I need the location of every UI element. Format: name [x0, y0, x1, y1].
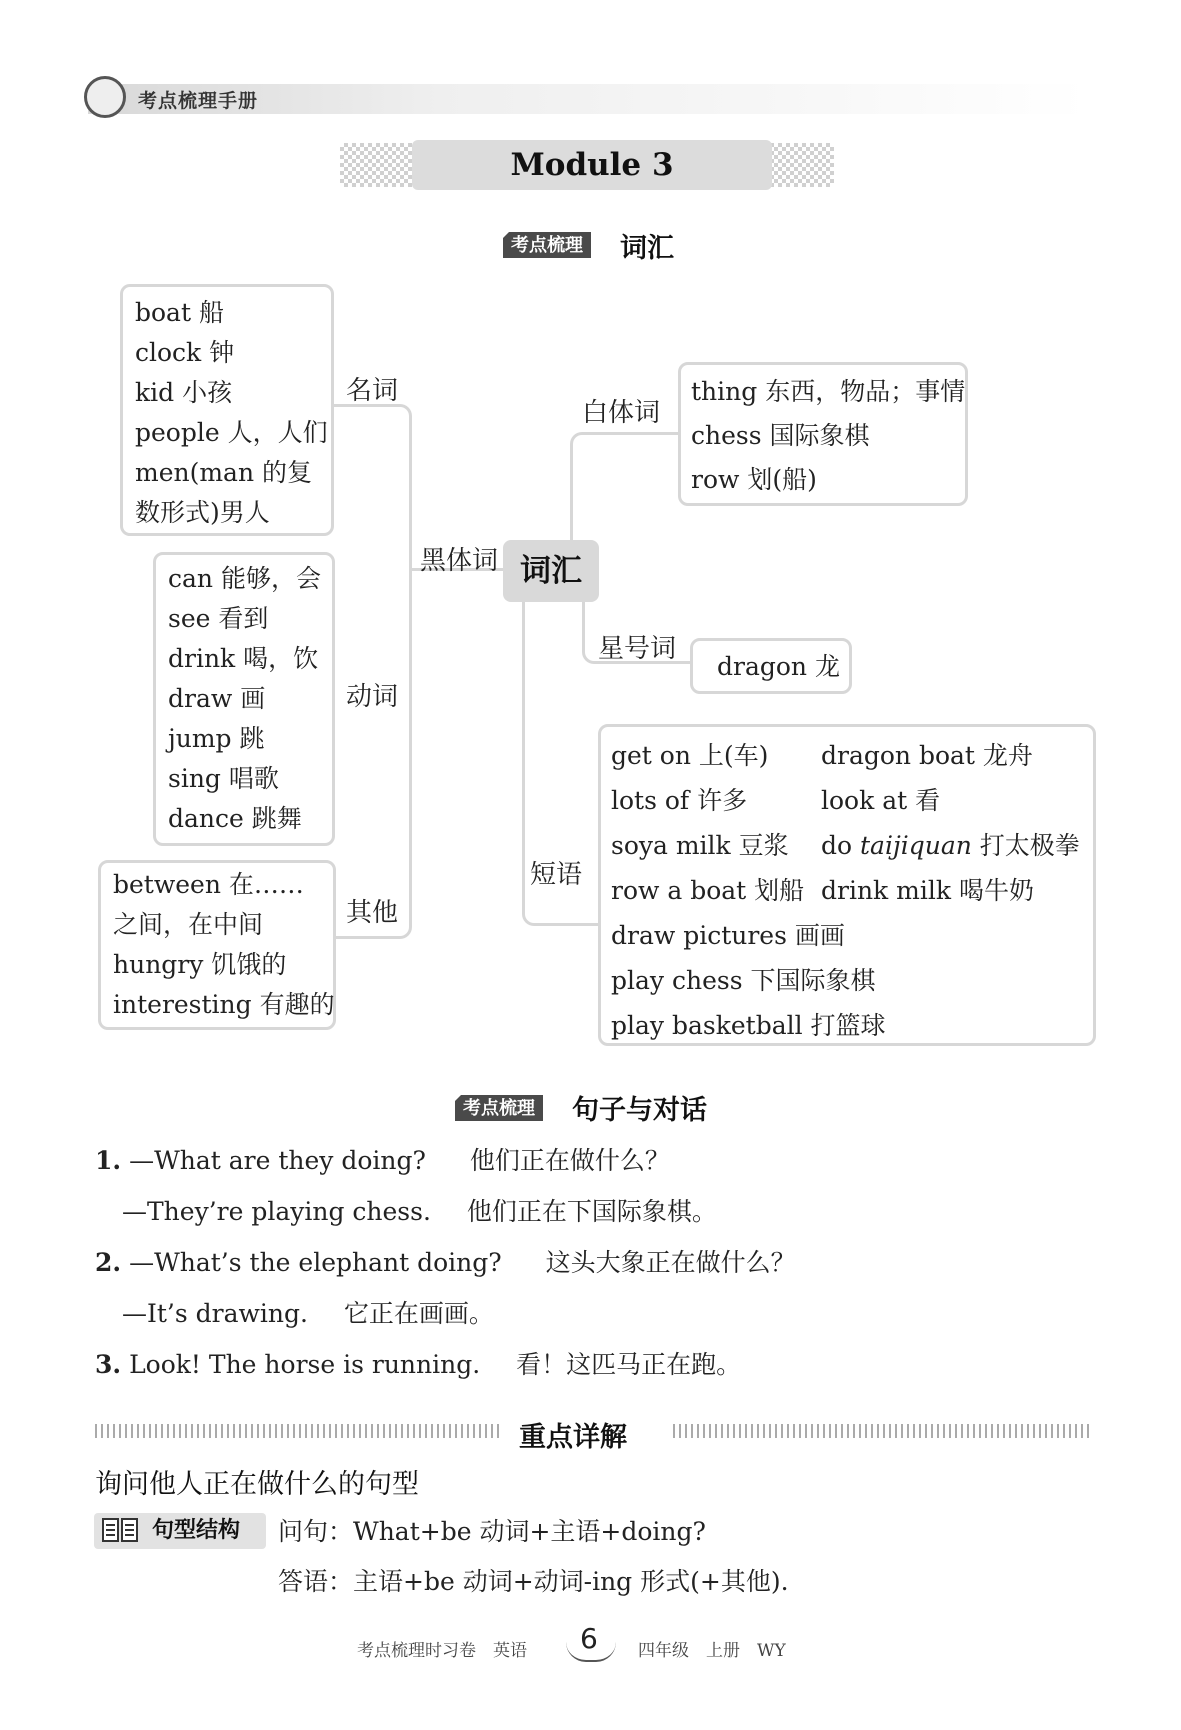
verbs-label: 动词: [346, 682, 399, 712]
phrase-item: lots of 许多: [611, 786, 748, 815]
noun-item: men(man 的复: [135, 458, 313, 487]
sentence-row: [95, 1195, 796, 1246]
key-points-title: 重点详解: [519, 1422, 627, 1453]
vocab-section-title: 词汇: [620, 233, 674, 264]
phrases-box: [598, 724, 1096, 1046]
sentence-list: [95, 1144, 796, 1399]
divider-right: [673, 1424, 1090, 1438]
noun-item: boat 船: [135, 298, 224, 327]
left-bracket-line: [330, 404, 412, 939]
star-word-item: dragon 龙: [717, 652, 840, 681]
white-word-item: row 划(船): [691, 465, 817, 494]
answer-pattern: 答语：主语+be 动词+动词-ing 形式(+其他).: [278, 1567, 789, 1596]
noun-item: people 人，人们: [135, 418, 328, 447]
noun-item: clock 钟: [135, 338, 235, 367]
verb-item: draw 画: [168, 684, 266, 713]
sentence-zh: 看！这匹马正在跑。: [516, 1350, 742, 1379]
pattern-heading: 询问他人正在做什么的句型: [95, 1469, 419, 1500]
noun-item: 数形式)男人: [135, 498, 270, 527]
nouns-box: [120, 284, 334, 536]
sentence-row: 3. Look! The horse is running. 看！这匹马正在跑。: [95, 1350, 742, 1379]
header-title: 考点梳理手册: [138, 90, 259, 112]
sentence-zh: 他们正在做什么？: [469, 1146, 670, 1175]
phrase-item: play chess 下国际象棋: [611, 966, 876, 995]
phrase-item: draw pictures 画画: [611, 921, 845, 950]
page-number: 6: [580, 1622, 598, 1655]
vocab-section-tag: 考点梳理: [503, 232, 591, 258]
sentence-row: 2. —What’s the elephant doing? 这头大象正在做什么？: [95, 1248, 796, 1277]
verb-item: jump 跳: [168, 724, 265, 753]
others-box: [98, 860, 336, 1030]
white-words-connector: [570, 432, 680, 542]
other-item: interesting 有趣的: [113, 990, 335, 1019]
question-pattern: 问句：What+be 动词+主语+doing?: [278, 1517, 706, 1546]
phrase-item: look at 看: [821, 786, 941, 815]
nouns-label: 名词: [346, 376, 399, 406]
sentence-zh: 这头大象正在做什么？: [545, 1248, 796, 1277]
other-item: hungry 饥饿的: [113, 950, 287, 979]
sentence-en: Look! The horse is running.: [129, 1350, 481, 1379]
phrase-item: get on 上(车): [611, 741, 769, 770]
noun-item: kid 小孩: [135, 378, 233, 407]
star-words-label: 星号词: [598, 634, 677, 664]
white-word-item: thing 东西，物品；事情: [691, 377, 966, 406]
publisher-logo: [84, 76, 126, 118]
footer-right: 四年级 上册 WY: [638, 1641, 786, 1661]
sentence-section-tag: 考点梳理: [455, 1095, 543, 1121]
other-item: between 在……: [113, 870, 304, 899]
mindmap-center: 词汇: [503, 540, 599, 602]
other-item: 之间，在中间: [113, 910, 264, 939]
verb-item: see 看到: [168, 604, 269, 633]
verb-item: drink 喝，饮: [168, 644, 319, 673]
structure-badge: 句型结构: [94, 1513, 266, 1549]
phrase-item: drink milk 喝牛奶: [821, 876, 1034, 905]
sentence-row: 1. —What are they doing? 他们正在做什么？: [95, 1146, 670, 1175]
phrase-item: do taijiquan 打太极拳: [821, 831, 1080, 860]
white-word-item: chess 国际象棋: [691, 421, 870, 450]
book-icon: [102, 1518, 138, 1544]
module-title: Module 3: [412, 140, 772, 190]
sentence-en: —What are they doing?: [129, 1146, 426, 1175]
phrase-item: dragon boat 龙舟: [821, 741, 1033, 770]
verb-item: sing 唱歌: [168, 764, 279, 793]
phrases-label: 短语: [530, 860, 583, 890]
sentence-zh: 他们正在下国际象棋。: [466, 1197, 717, 1226]
star-words-box: [690, 638, 852, 694]
divider-left: [95, 1424, 500, 1438]
sentence-zh: 它正在画画。: [343, 1299, 494, 1328]
white-words-box: [678, 362, 968, 506]
phrase-item: play basketball 打篮球: [611, 1011, 886, 1040]
verb-item: can 能够，会: [168, 564, 321, 593]
others-label: 其他: [346, 898, 399, 928]
sentence-section-title: 句子与对话: [572, 1095, 707, 1126]
sentence-row: [95, 1297, 796, 1348]
sentence-en: —They’re playing chess.: [122, 1197, 431, 1226]
sentence-en: —What’s the elephant doing?: [129, 1248, 502, 1277]
verb-item: dance 跳舞: [168, 804, 302, 833]
phrase-item: soya milk 豆浆: [611, 831, 789, 860]
bold-words-label: 黑体词: [420, 546, 499, 576]
phrase-item: row a boat 划船: [611, 876, 805, 905]
footer-left: 考点梳理时习卷 英语: [357, 1641, 527, 1661]
verbs-box: [153, 552, 335, 846]
sentence-en: —It’s drawing.: [122, 1299, 308, 1328]
white-words-label: 白体词: [582, 398, 661, 428]
